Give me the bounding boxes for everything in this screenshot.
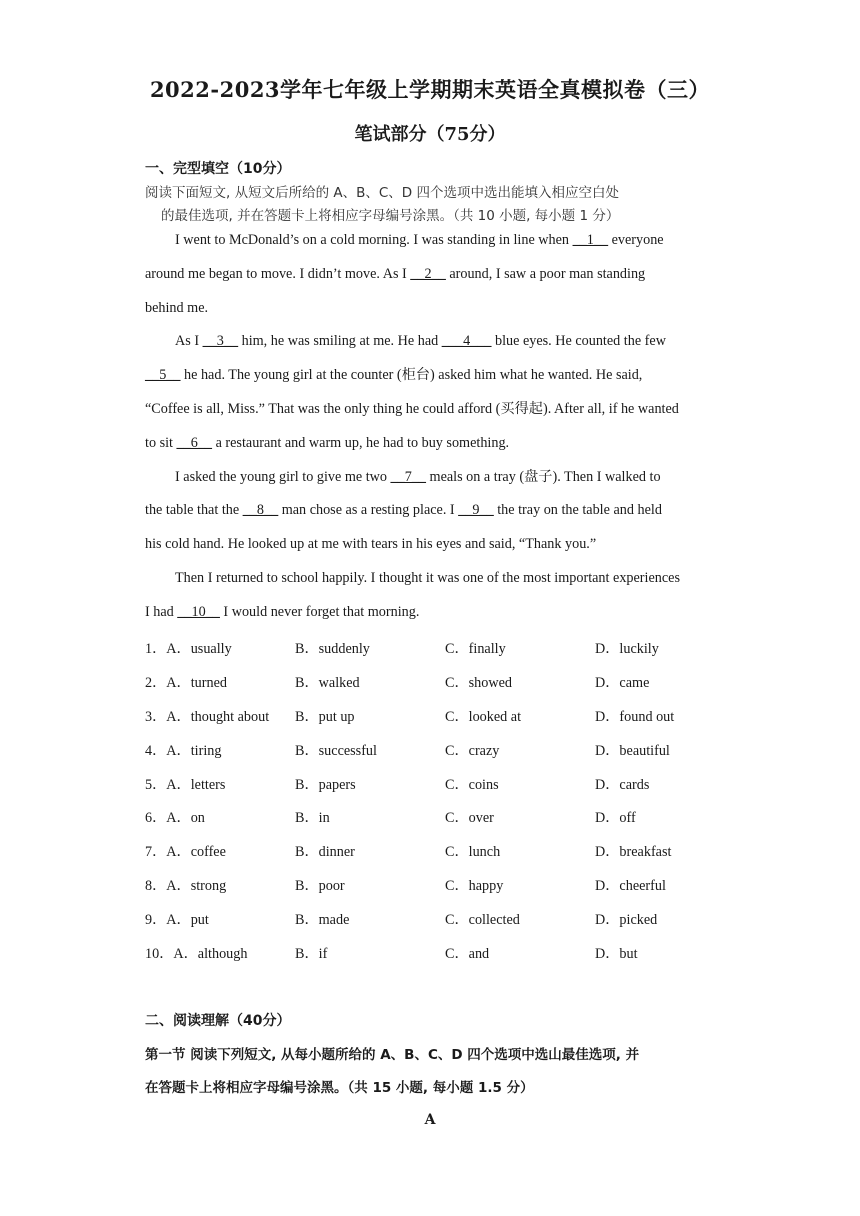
blank-4: ___4___ — [441, 333, 492, 349]
option-c: C．over — [445, 810, 494, 826]
option-b: B．in — [295, 810, 330, 826]
option-b: B．if — [295, 946, 328, 962]
question-7-options — [145, 841, 745, 859]
option-b: B．papers — [295, 777, 356, 793]
question-2-options — [145, 672, 745, 690]
option-a: 9．A．put — [145, 912, 209, 928]
option-c: C．finally — [445, 641, 506, 657]
passage-line: As I __3__ him, he was smiling at me. He had ___4___ blue eyes. He counted the few — [175, 333, 666, 349]
passage-line: around me began to move. I didn’t move. As I __2__ around, I saw a poor man standing — [145, 266, 646, 282]
option-b: B．dinner — [295, 844, 355, 860]
option-d: D．breakfast — [595, 844, 672, 860]
section2-heading: 二、阅读理解（40分） — [145, 1013, 291, 1029]
option-c: C．crazy — [445, 743, 500, 759]
blank-2: __2__ — [410, 266, 446, 282]
section1-instruction-line1: 阅读下面短文, 从短文后所给的 A、B、C、D 四个选项中选出能填入相应空白处 — [145, 185, 619, 201]
option-a: 7．A．coffee — [145, 844, 226, 860]
blank-6: __6__ — [176, 435, 213, 451]
passage-line: I asked the young girl to give me two __7__ meals on a tray (盘子). Then I walked to — [175, 469, 661, 485]
passage-line: __5__ he had. The young girl at the counter (柜台) asked him what he wanted. He said, — [145, 367, 643, 383]
option-a: 6．A．on — [145, 810, 205, 826]
option-d: D．but — [595, 946, 638, 962]
passage-line: I went to McDonald’s on a cold morning. I was standing in line when __1__ everyone — [175, 232, 664, 248]
passage-line: “Coffee is all, Miss.” That was the only thing he could afford (买得起). After all, if he wanted — [145, 401, 679, 417]
option-c: C．coins — [445, 777, 499, 793]
option-b: B．put up — [295, 709, 355, 725]
option-d: D．cards — [595, 777, 650, 793]
option-a: 5．A．letters — [145, 777, 226, 793]
question-8-options — [145, 875, 745, 893]
option-d: D．cheerful — [595, 878, 666, 894]
option-a: 3．A．thought about — [145, 709, 270, 725]
option-d: D．luckily — [595, 641, 659, 657]
option-b: B．suddenly — [295, 641, 370, 657]
option-b: B．poor — [295, 878, 345, 894]
section2-instruction-line2: 在答题卡上将相应字母编号涂黑。（共 15 小题, 每小题 1.5 分） — [145, 1080, 534, 1096]
option-a: 4．A．tiring — [145, 743, 222, 759]
question-3-options — [145, 706, 745, 724]
question-4-options — [145, 740, 745, 758]
option-a: 8．A．strong — [145, 878, 227, 894]
option-b: B．walked — [295, 675, 360, 691]
option-d: D．came — [595, 675, 650, 691]
option-c: C．and — [445, 946, 490, 962]
blank-9: __9__ — [458, 502, 494, 518]
blank-1: __1__ — [572, 232, 609, 248]
option-b: B．successful — [295, 743, 377, 759]
blank-10: __10__ — [177, 604, 220, 620]
passage-label-a: A — [424, 1112, 436, 1128]
option-c: C．collected — [445, 912, 520, 928]
passage-line: Then I returned to school happily. I thought it was one of the most important experiences — [175, 570, 680, 586]
option-b: B．made — [295, 912, 350, 928]
passage-line: his cold hand. He looked up at me with tears in his eyes and said, “Thank you.” — [145, 536, 597, 552]
option-c: C．looked at — [445, 709, 522, 725]
page-subtitle: 笔试部分（75分） — [354, 124, 506, 145]
option-a: 10．A．although — [145, 946, 248, 962]
question-6-options — [145, 807, 745, 825]
blank-7: __7__ — [390, 469, 426, 485]
page-title: 2022-2023学年七年级上学期期末英语全真模拟卷（三） — [149, 77, 711, 102]
passage-line: behind me. — [145, 300, 209, 316]
option-d: D．beautiful — [595, 743, 670, 759]
section2-instruction-line1: 第一节 阅读下列短文, 从每小题所给的 A、B、C、D 四个选项中选山最佳选项, 并 — [145, 1047, 640, 1063]
section1-instruction-line2: 的最佳选项, 并在答题卡上将相应字母编号涂黑。（共 10 小题, 每小题 1 分） — [161, 208, 620, 224]
blank-5: __5__ — [145, 367, 181, 383]
section1-heading: 一、完型填空（10分） — [145, 161, 291, 177]
option-c: C．lunch — [445, 844, 501, 860]
question-9-options — [145, 909, 745, 927]
option-c: C．showed — [445, 675, 512, 691]
option-a: 1．A．usually — [145, 641, 232, 657]
passage-line: to sit __6__ a restaurant and warm up, he had to buy something. — [145, 435, 510, 451]
option-d: D．found out — [595, 709, 675, 725]
option-a: 2．A．turned — [145, 675, 227, 691]
question-10-options — [145, 943, 745, 961]
blank-8: __8__ — [242, 502, 279, 518]
blank-3: __3__ — [202, 333, 239, 349]
passage-line: I had __10__ I would never forget that morning. — [145, 604, 420, 620]
passage-line: the table that the __8__ man chose as a resting place. I __9__ the tray on the table and held — [145, 502, 662, 518]
question-1-options — [145, 638, 745, 656]
option-c: C．happy — [445, 878, 504, 894]
option-d: D．off — [595, 810, 636, 826]
question-5-options — [145, 774, 745, 792]
option-d: D．picked — [595, 912, 658, 928]
